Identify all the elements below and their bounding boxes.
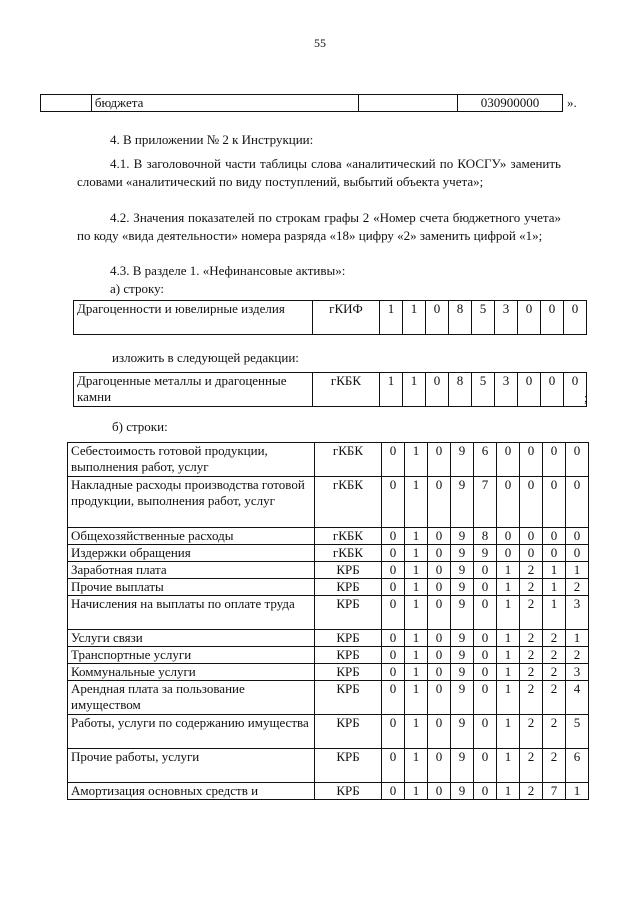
row-digit: 9 — [451, 783, 474, 800]
table-row — [68, 715, 589, 749]
row-digit: 8 — [449, 301, 472, 335]
row-digit: 1 — [497, 749, 520, 783]
table-row — [68, 664, 589, 681]
top-cell-code: 030900000 — [457, 95, 562, 112]
row-digit: 0 — [566, 528, 589, 545]
row-digit: 0 — [428, 443, 451, 477]
row-digit: 0 — [428, 681, 451, 715]
row-digit: 1 — [405, 562, 428, 579]
row-digit: 0 — [566, 545, 589, 562]
row-code: гКБК — [315, 528, 382, 545]
table-b-tail: ; — [584, 390, 588, 405]
row-digit: 2 — [543, 681, 566, 715]
row-digit: 1 — [566, 783, 589, 800]
row-digit: 0 — [520, 443, 543, 477]
row-digit: 0 — [382, 664, 405, 681]
row-digit: 9 — [451, 477, 474, 528]
row-digit: 0 — [497, 528, 520, 545]
row-digit: 0 — [543, 443, 566, 477]
row-digit: 1 — [405, 664, 428, 681]
table-row — [68, 443, 589, 477]
row-digit: 1 — [497, 579, 520, 596]
row-digit: 1 — [497, 783, 520, 800]
row-code: КРБ — [315, 630, 382, 647]
row-digit: 9 — [451, 630, 474, 647]
table-b — [73, 372, 587, 407]
row-digit: 0 — [382, 562, 405, 579]
row-digit: 0 — [474, 681, 497, 715]
row-digit: 1 — [543, 562, 566, 579]
table-row — [68, 596, 589, 630]
row-digit: 2 — [543, 647, 566, 664]
row-digit: 5 — [472, 373, 495, 407]
row-digit: 0 — [382, 596, 405, 630]
table-c — [67, 442, 589, 800]
row-digit: 1 — [566, 630, 589, 647]
table-row — [68, 545, 589, 562]
row-digit: 2 — [520, 783, 543, 800]
row-digit: 1 — [497, 664, 520, 681]
row-digit: 1 — [403, 373, 426, 407]
row-digit: 0 — [520, 528, 543, 545]
row-digit: 0 — [428, 477, 451, 528]
row-digit: 0 — [382, 681, 405, 715]
row-code: гКИФ — [313, 301, 380, 335]
row-digit: 1 — [497, 562, 520, 579]
row-digit: 2 — [520, 681, 543, 715]
row-name: Транспортные услуги — [68, 647, 315, 664]
row-digit: 1 — [497, 647, 520, 664]
row-digit: 0 — [543, 545, 566, 562]
row-code: КРБ — [315, 664, 382, 681]
top-cell-empty-2 — [359, 95, 458, 112]
row-digit: 0 — [497, 477, 520, 528]
row-digit: 9 — [451, 749, 474, 783]
row-name: Прочие работы, услуги — [68, 749, 315, 783]
table-row — [68, 749, 589, 783]
row-digit: 0 — [428, 596, 451, 630]
row-name: Драгоценные металлы и драгоценные камни — [74, 373, 313, 407]
row-name: Накладные расходы производства готовой продукции, выполнения работ, услуг — [68, 477, 315, 528]
row-digit: 0 — [428, 579, 451, 596]
row-digit: 0 — [382, 443, 405, 477]
row-digit: 2 — [566, 579, 589, 596]
row-digit: 2 — [543, 664, 566, 681]
row-digit: 1 — [405, 715, 428, 749]
row-digit: 1 — [380, 301, 403, 335]
table-row — [68, 477, 589, 528]
row-digit: 0 — [428, 528, 451, 545]
paragraph-4-3: 4.3. В разделе 1. «Нефинансовые активы»: — [110, 263, 346, 278]
row-digit: 0 — [382, 647, 405, 664]
row-digit: 2 — [566, 647, 589, 664]
paragraph-4-1: 4.1. В заголовочной части таблицы слова «аналитический по КОСГУ» заменить словами «аналитический по виду поступлений, выбытий объекта учета»; — [77, 156, 561, 189]
row-digit: 0 — [474, 562, 497, 579]
row-name: Прочие выплаты — [68, 579, 315, 596]
table-row — [74, 301, 587, 335]
row-digit: 0 — [497, 545, 520, 562]
row-digit: 9 — [451, 579, 474, 596]
row-digit: 0 — [428, 783, 451, 800]
top-cell-label: бюджета — [91, 95, 358, 112]
row-digit: 3 — [566, 596, 589, 630]
row-name: Работы, услуги по содержанию имущества — [68, 715, 315, 749]
row-digit: 0 — [382, 477, 405, 528]
row-code: гКБК — [315, 477, 382, 528]
row-digit: 2 — [520, 749, 543, 783]
row-digit: 9 — [451, 562, 474, 579]
top-row-tail: ». — [567, 95, 577, 110]
row-code: КРБ — [315, 681, 382, 715]
row-digit: 0 — [474, 630, 497, 647]
row-digit: 1 — [405, 783, 428, 800]
row-digit: 1 — [497, 715, 520, 749]
row-digit: 1 — [566, 562, 589, 579]
row-digit: 0 — [474, 596, 497, 630]
row-digit: 2 — [543, 630, 566, 647]
row-name: Издержки обращения — [68, 545, 315, 562]
row-digit: 2 — [520, 664, 543, 681]
row-digit: 0 — [428, 647, 451, 664]
row-digit: 6 — [566, 749, 589, 783]
table-row — [68, 783, 589, 800]
row-digit: 9 — [451, 664, 474, 681]
row-digit: 6 — [474, 443, 497, 477]
row-digit: 1 — [405, 749, 428, 783]
row-digit: 1 — [405, 528, 428, 545]
row-digit: 1 — [405, 596, 428, 630]
row-digit: 9 — [451, 681, 474, 715]
paragraph-4-2: 4.2. Значения показателей по строкам графы 2 «Номер счета бюджетного учета» по коду «вида деятельности» номера разряда «18» цифру «2» заменить цифрой «1»; — [77, 210, 561, 243]
row-digit: 1 — [543, 596, 566, 630]
row-digit: 8 — [474, 528, 497, 545]
row-digit: 1 — [403, 301, 426, 335]
row-digit: 0 — [497, 443, 520, 477]
row-digit: 1 — [405, 681, 428, 715]
row-code: гКБК — [315, 443, 382, 477]
row-digit: 1 — [543, 579, 566, 596]
row-digit: 7 — [474, 477, 497, 528]
row-digit: 3 — [566, 664, 589, 681]
row-name: Амортизация основных средств и — [68, 783, 315, 800]
row-digit: 1 — [405, 545, 428, 562]
row-digit: 0 — [564, 301, 587, 335]
row-digit: 8 — [449, 373, 472, 407]
row-digit: 0 — [518, 301, 541, 335]
row-digit: 0 — [382, 749, 405, 783]
row-digit: 1 — [405, 477, 428, 528]
row-digit: 2 — [520, 562, 543, 579]
row-digit: 0 — [474, 715, 497, 749]
row-name: Арендная плата за пользование имуществом — [68, 681, 315, 715]
row-code: КРБ — [315, 562, 382, 579]
row-digit: 0 — [566, 477, 589, 528]
row-digit: 1 — [497, 596, 520, 630]
row-digit: 5 — [472, 301, 495, 335]
row-code: гКБК — [315, 545, 382, 562]
paragraph-4: 4. В приложении № 2 к Инструкции: — [110, 132, 314, 147]
middle-text: изложить в следующей редакции: — [112, 350, 299, 365]
row-digit: 0 — [382, 715, 405, 749]
row-code: КРБ — [315, 647, 382, 664]
row-name: Коммунальные услуги — [68, 664, 315, 681]
row-digit: 0 — [428, 749, 451, 783]
row-digit: 3 — [495, 301, 518, 335]
row-digit: 0 — [428, 562, 451, 579]
row-digit: 2 — [520, 647, 543, 664]
section-b-label: б) строки: — [112, 419, 168, 434]
row-digit: 2 — [520, 630, 543, 647]
table-row — [68, 647, 589, 664]
page-number: 55 — [314, 36, 326, 50]
row-digit: 2 — [520, 579, 543, 596]
row-digit: 0 — [428, 545, 451, 562]
top-table — [40, 94, 563, 112]
row-digit: 1 — [405, 647, 428, 664]
row-digit: 4 — [566, 681, 589, 715]
row-digit: 0 — [428, 715, 451, 749]
row-digit: 9 — [451, 443, 474, 477]
row-code: КРБ — [315, 579, 382, 596]
table-row — [68, 562, 589, 579]
row-digit: 0 — [520, 477, 543, 528]
row-digit: 1 — [380, 373, 403, 407]
row-digit: 2 — [543, 749, 566, 783]
row-code: КРБ — [315, 783, 382, 800]
row-digit: 0 — [474, 579, 497, 596]
row-digit: 5 — [566, 715, 589, 749]
top-cell-empty — [41, 95, 92, 112]
table-row — [74, 373, 587, 407]
row-digit: 0 — [382, 528, 405, 545]
row-digit: 0 — [382, 630, 405, 647]
row-digit: 2 — [520, 715, 543, 749]
row-digit: 0 — [474, 749, 497, 783]
row-digit: 2 — [543, 715, 566, 749]
table-row — [68, 528, 589, 545]
row-code: КРБ — [315, 749, 382, 783]
row-digit: 0 — [474, 664, 497, 681]
row-digit: 9 — [451, 545, 474, 562]
row-digit: 1 — [405, 630, 428, 647]
row-digit: 1 — [405, 579, 428, 596]
row-digit: 0 — [428, 664, 451, 681]
row-code: КРБ — [315, 715, 382, 749]
row-digit: 0 — [474, 783, 497, 800]
row-name: Начисления на выплаты по оплате труда — [68, 596, 315, 630]
row-name: Услуги связи — [68, 630, 315, 647]
row-digit: 9 — [474, 545, 497, 562]
row-digit: 0 — [426, 373, 449, 407]
row-digit: 9 — [451, 596, 474, 630]
row-digit: 0 — [564, 373, 587, 407]
row-name: Общехозяйственные расходы — [68, 528, 315, 545]
table-row — [68, 579, 589, 596]
row-digit: 2 — [520, 596, 543, 630]
row-digit: 1 — [405, 443, 428, 477]
row-digit: 0 — [382, 783, 405, 800]
row-code: КРБ — [315, 596, 382, 630]
row-digit: 0 — [382, 579, 405, 596]
row-digit: 0 — [474, 647, 497, 664]
row-digit: 0 — [541, 301, 564, 335]
row-digit: 0 — [518, 373, 541, 407]
row-digit: 1 — [497, 681, 520, 715]
row-digit: 0 — [426, 301, 449, 335]
table-a — [73, 300, 587, 335]
row-digit: 9 — [451, 528, 474, 545]
row-digit: 1 — [497, 630, 520, 647]
row-digit: 9 — [451, 647, 474, 664]
row-digit: 3 — [495, 373, 518, 407]
table-row — [68, 681, 589, 715]
row-digit: 0 — [382, 545, 405, 562]
row-digit: 0 — [520, 545, 543, 562]
row-digit: 9 — [451, 715, 474, 749]
row-digit: 0 — [543, 477, 566, 528]
row-code: гКБК — [313, 373, 380, 407]
row-digit: 0 — [543, 528, 566, 545]
row-digit: 7 — [543, 783, 566, 800]
paragraph-a: а) строку: — [110, 281, 165, 296]
row-digit: 0 — [541, 373, 564, 407]
row-digit: 0 — [428, 630, 451, 647]
table-row — [68, 630, 589, 647]
row-name: Заработная плата — [68, 562, 315, 579]
row-name: Драгоценности и ювелирные изделия — [74, 301, 313, 335]
row-digit: 0 — [566, 443, 589, 477]
row-name: Себестоимость готовой продукции, выполнения работ, услуг — [68, 443, 315, 477]
